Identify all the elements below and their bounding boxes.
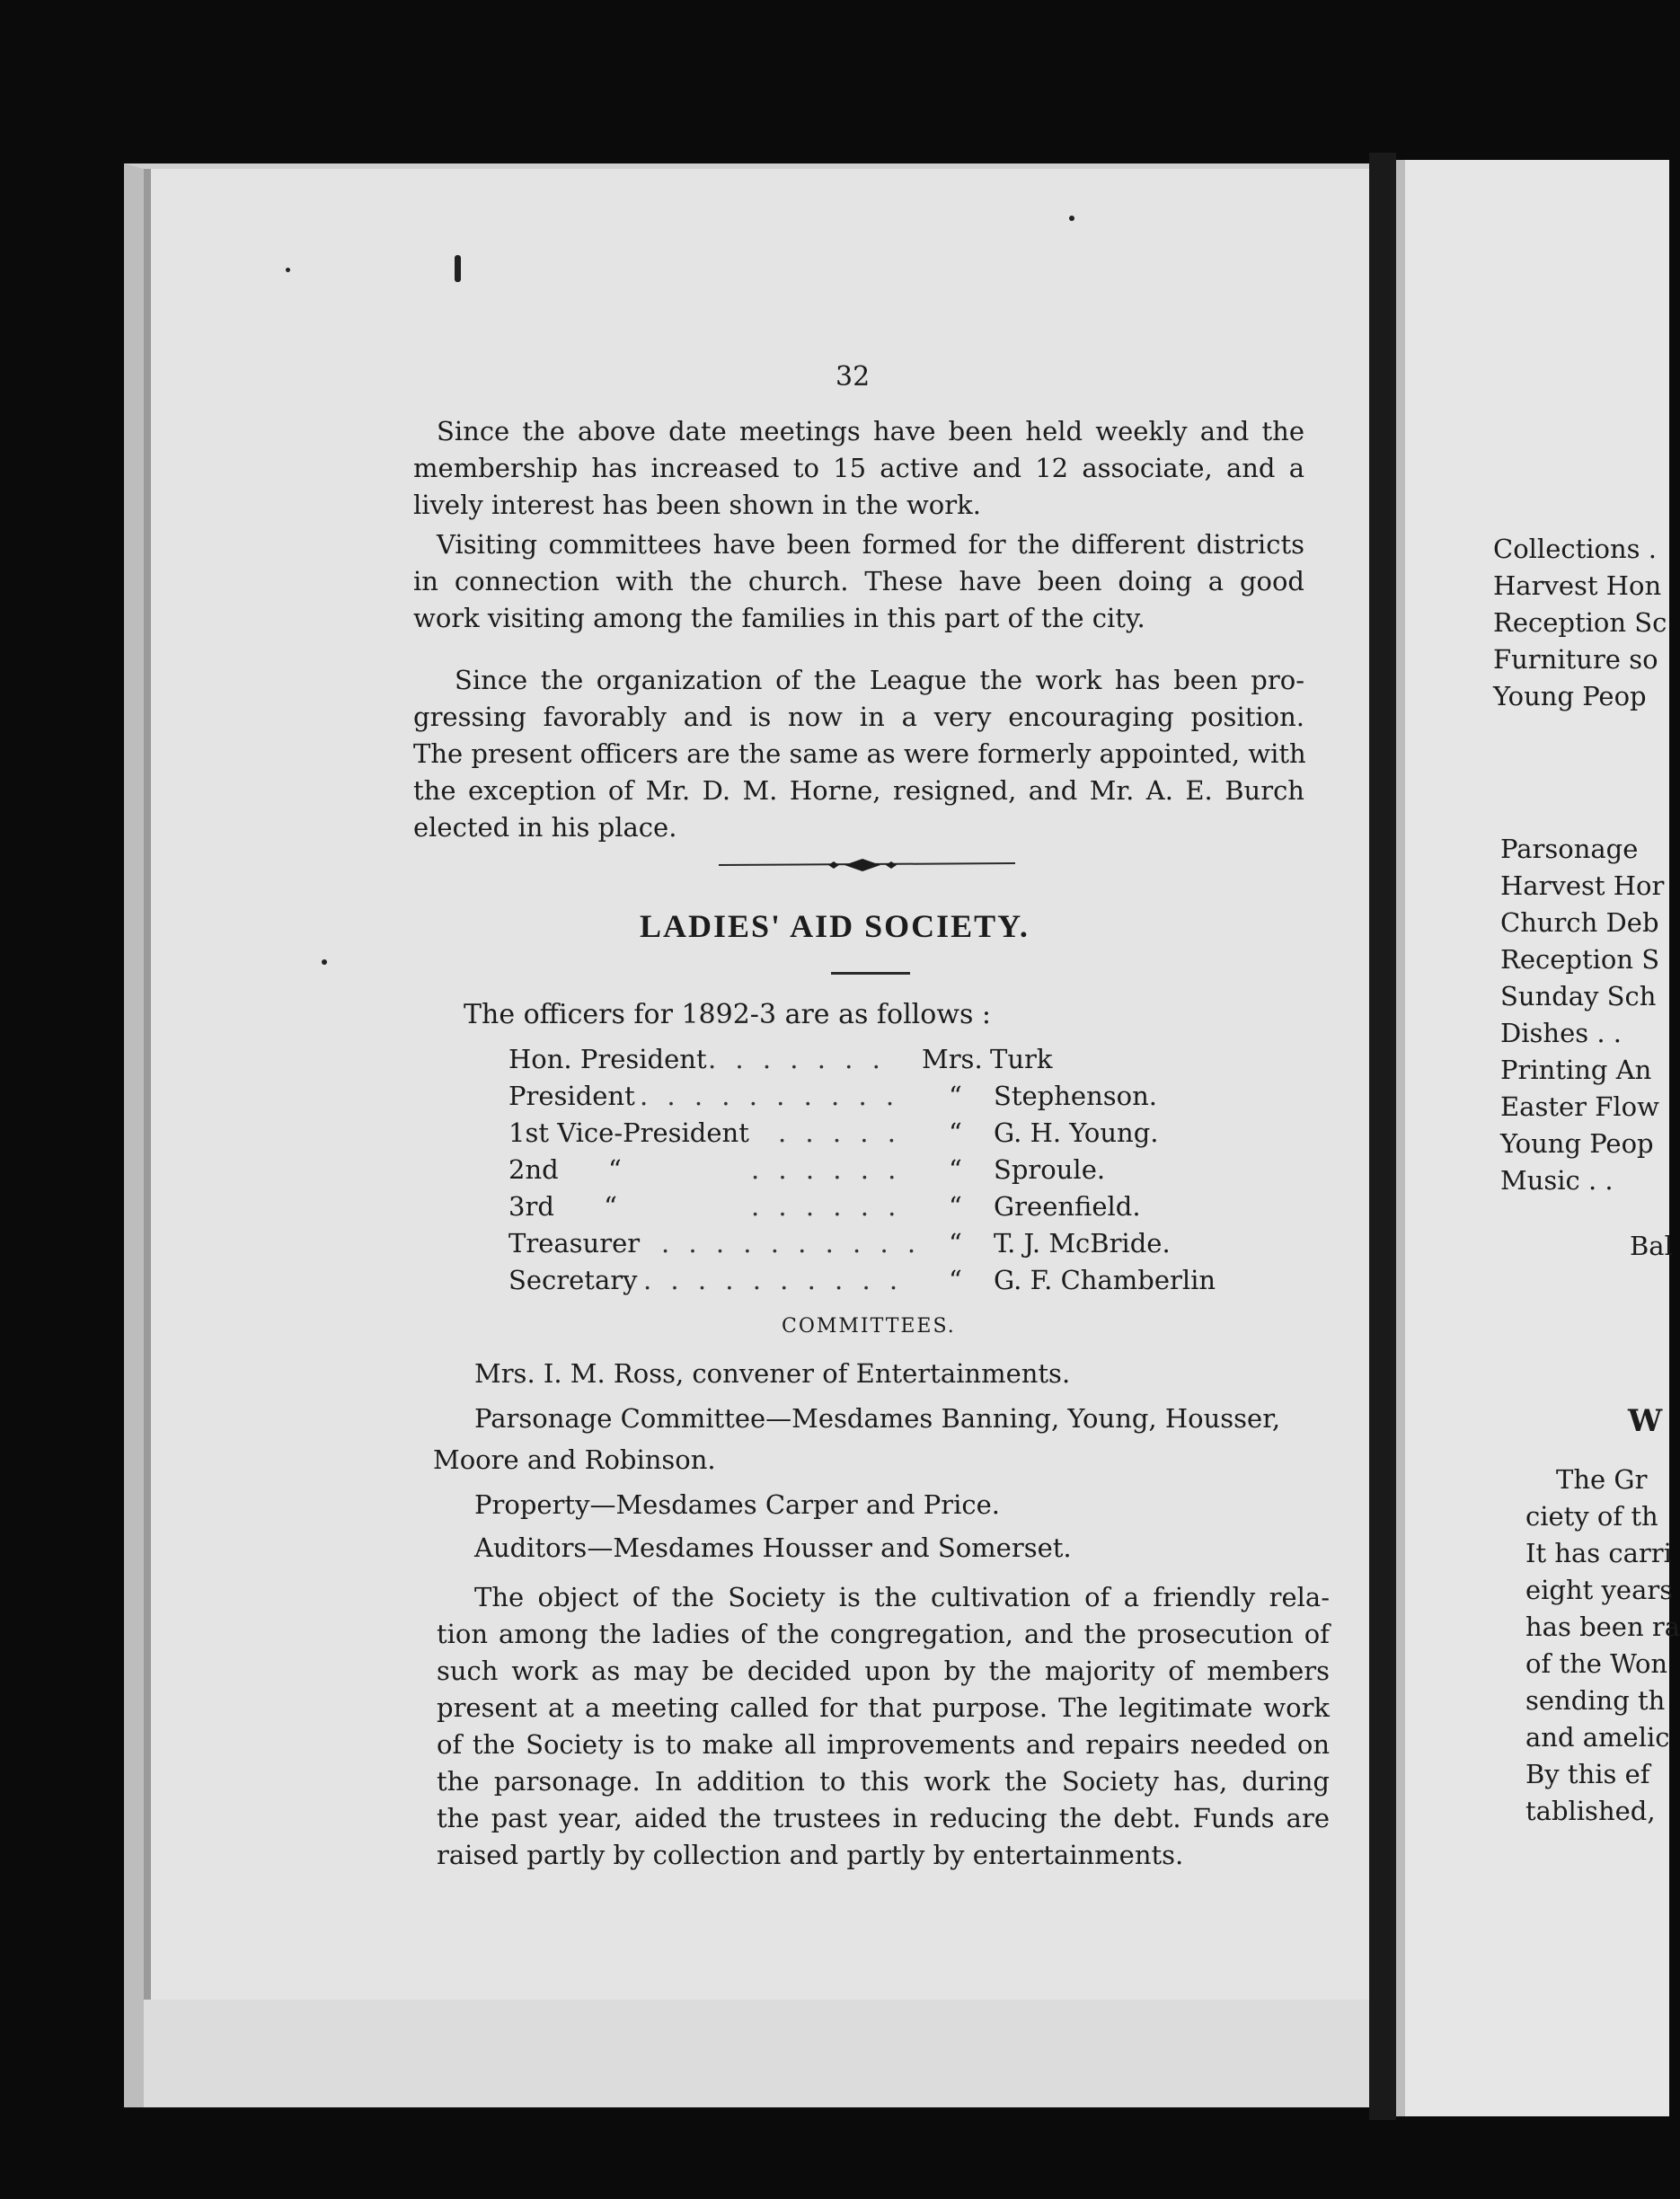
text-line: work visiting among the families in this part of the city. — [413, 603, 1145, 633]
text-line: Since the organization of the League the work has been pro- — [455, 665, 1304, 695]
text-line: of the Society is to make all improvements and repairs needed on — [437, 1729, 1330, 1760]
text-line: membership has increased to 15 active and 12 associate, and a — [413, 453, 1304, 483]
ditto-mark: “ — [949, 1191, 962, 1222]
paragraph-fragment: eight years — [1525, 1575, 1674, 1605]
book-gutter — [1369, 153, 1396, 2120]
text-line: in connection with the church. These have been doing a good — [413, 566, 1304, 596]
text-line: The object of the Society is the cultivation of a friendly rela- — [474, 1582, 1330, 1612]
receipt-line: Collections . — [1493, 534, 1657, 564]
leader-dots: . . . . . . . . . . — [643, 1265, 904, 1295]
officers-intro: The officers for 1892-3 are as follows : — [464, 999, 992, 1030]
balance-fragment: Bal — [1630, 1231, 1673, 1261]
leader-dots: . . . . . . — [751, 1154, 902, 1185]
title-rule — [831, 972, 910, 975]
leader-dots: . . . . . . . . . . — [661, 1228, 922, 1258]
officer-name: Stephenson. — [994, 1081, 1158, 1111]
committee-entry: Auditors—Mesdames Housser and Somerset. — [474, 1532, 1072, 1563]
paragraph-society-object — [437, 1579, 1330, 1874]
text-line: the parsonage. In addition to this work the Society has, during — [437, 1766, 1330, 1797]
officer-role: Treasurer — [508, 1228, 641, 1258]
officer-name: Greenfield. — [994, 1191, 1141, 1222]
ditto-mark: “ — [949, 1081, 962, 1111]
text-line: gressing favorably and is now in a very encouraging position. — [413, 702, 1304, 732]
officer-row — [508, 1191, 1245, 1227]
officer-name: G. H. Young. — [994, 1117, 1159, 1148]
text-line: present at a meeting called for that purpose. The legitimate work — [437, 1692, 1330, 1723]
text-line: lively interest has been shown in the work. — [413, 490, 981, 520]
expenditure-line: Young Peop — [1500, 1128, 1654, 1159]
receipt-line: Furniture so — [1493, 644, 1658, 675]
officer-row — [508, 1228, 1245, 1264]
officer-name: Turk — [990, 1044, 1053, 1074]
scan-speck — [322, 959, 327, 965]
right-page — [1396, 160, 1680, 2116]
expenditure-line: Parsonage — [1500, 834, 1639, 864]
paragraph-fragment: It has carri — [1525, 1538, 1672, 1568]
committees-heading: COMMITTEES. — [782, 1315, 956, 1338]
text-line: the exception of Mr. D. M. Horne, resigned, and Mr. A. E. Burch — [413, 775, 1304, 806]
committee-entry: Moore and Robinson. — [433, 1444, 716, 1475]
text-line: raised partly by collection and partly by entertainments. — [437, 1840, 1184, 1870]
paragraph-visiting-committees — [413, 526, 1304, 637]
receipt-line: Young Peop — [1493, 681, 1647, 711]
section-title: LADIES' AID SOCIETY. — [640, 908, 1030, 944]
expenditure-line: Church Deb — [1500, 907, 1659, 938]
paragraph-fragment: tablished, — [1525, 1796, 1656, 1826]
text-line: the past year, aided the trustees in reducing the debt. Funds are — [437, 1803, 1330, 1833]
officer-row — [508, 1117, 1245, 1153]
paragraph-fragment: of the Won — [1525, 1648, 1668, 1679]
text-line: Since the above date meetings have been held weekly and the — [437, 416, 1304, 446]
ditto-mark: “ — [949, 1154, 962, 1185]
text-line: The present officers are the same as were formerly appointed, with — [413, 738, 1306, 769]
expenditure-line: Dishes . . — [1500, 1018, 1623, 1048]
committee-entry: Parsonage Committee—Mesdames Banning, Young, Housser, — [474, 1403, 1281, 1434]
paragraph-fragment: The Gr — [1556, 1464, 1648, 1495]
expenditure-line: Harvest Hor — [1500, 870, 1665, 901]
expenditure-line: Sunday Sch — [1500, 981, 1657, 1011]
officer-name: G. F. Chamberlin — [994, 1265, 1216, 1295]
officer-role: President — [508, 1081, 635, 1111]
receipt-line: Reception Sc — [1493, 607, 1667, 638]
officer-role: 3rd “ — [508, 1191, 618, 1222]
officer-row — [508, 1154, 1245, 1190]
paragraph-fragment: ciety of th — [1525, 1501, 1658, 1532]
ornamental-divider — [719, 858, 1015, 872]
text-line: tion among the ladies of the congregation, and the prosecution of — [437, 1619, 1330, 1649]
committee-entry: Mrs. I. M. Ross, convener of Entertainments. — [474, 1358, 1071, 1389]
paragraph-league-organization — [413, 662, 1304, 846]
scan-speck — [1069, 216, 1074, 221]
ditto-mark: “ — [949, 1265, 962, 1295]
officer-role: 2nd “ — [508, 1154, 622, 1185]
text-line: Visiting committees have been formed for the different districts — [437, 529, 1304, 560]
paragraph-league-meetings — [413, 413, 1304, 524]
leader-dots: . . . . . — [778, 1117, 901, 1148]
ditto-mark: “ — [949, 1117, 962, 1148]
ditto-mark: “ — [949, 1228, 962, 1258]
committee-entry: Property—Mesdames Carper and Price. — [474, 1489, 1000, 1520]
text-line: elected in his place. — [413, 812, 677, 843]
expenditure-line: Easter Flow — [1500, 1091, 1659, 1122]
officer-name: T. J. McBride. — [994, 1228, 1171, 1258]
page-number: 32 — [836, 361, 871, 393]
paragraph-fragment: and amelic — [1525, 1722, 1670, 1753]
receipt-line: Harvest Hon — [1493, 570, 1662, 601]
paragraph-fragment: sending th — [1525, 1685, 1666, 1716]
officer-row — [508, 1081, 1245, 1117]
expenditure-line: Music . . — [1500, 1165, 1614, 1196]
officer-row — [508, 1044, 1245, 1080]
leader-dots: . . . . . . — [751, 1191, 902, 1222]
officer-title: Mrs. — [922, 1044, 983, 1074]
officer-role: Hon. President — [508, 1044, 707, 1074]
text-line: such work as may be decided upon by the majority of members — [437, 1656, 1330, 1686]
expenditure-line: Reception S — [1500, 944, 1660, 975]
paragraph-fragment: By this ef — [1525, 1759, 1650, 1789]
paragraph-fragment: has been ra — [1525, 1612, 1680, 1642]
leader-dots: . . . . . . . — [708, 1044, 886, 1074]
officer-name: Sproule. — [994, 1154, 1106, 1185]
expenditure-line: Printing An — [1500, 1055, 1652, 1085]
heading-fragment: W — [1628, 1403, 1663, 1439]
officer-role: Secretary — [508, 1265, 638, 1295]
leader-dots: . . . . . . . . . . — [640, 1081, 900, 1111]
scan-speck — [286, 268, 290, 272]
officer-row — [508, 1265, 1245, 1301]
officer-role: 1st Vice-President — [508, 1117, 749, 1148]
scan-mark — [455, 255, 461, 282]
